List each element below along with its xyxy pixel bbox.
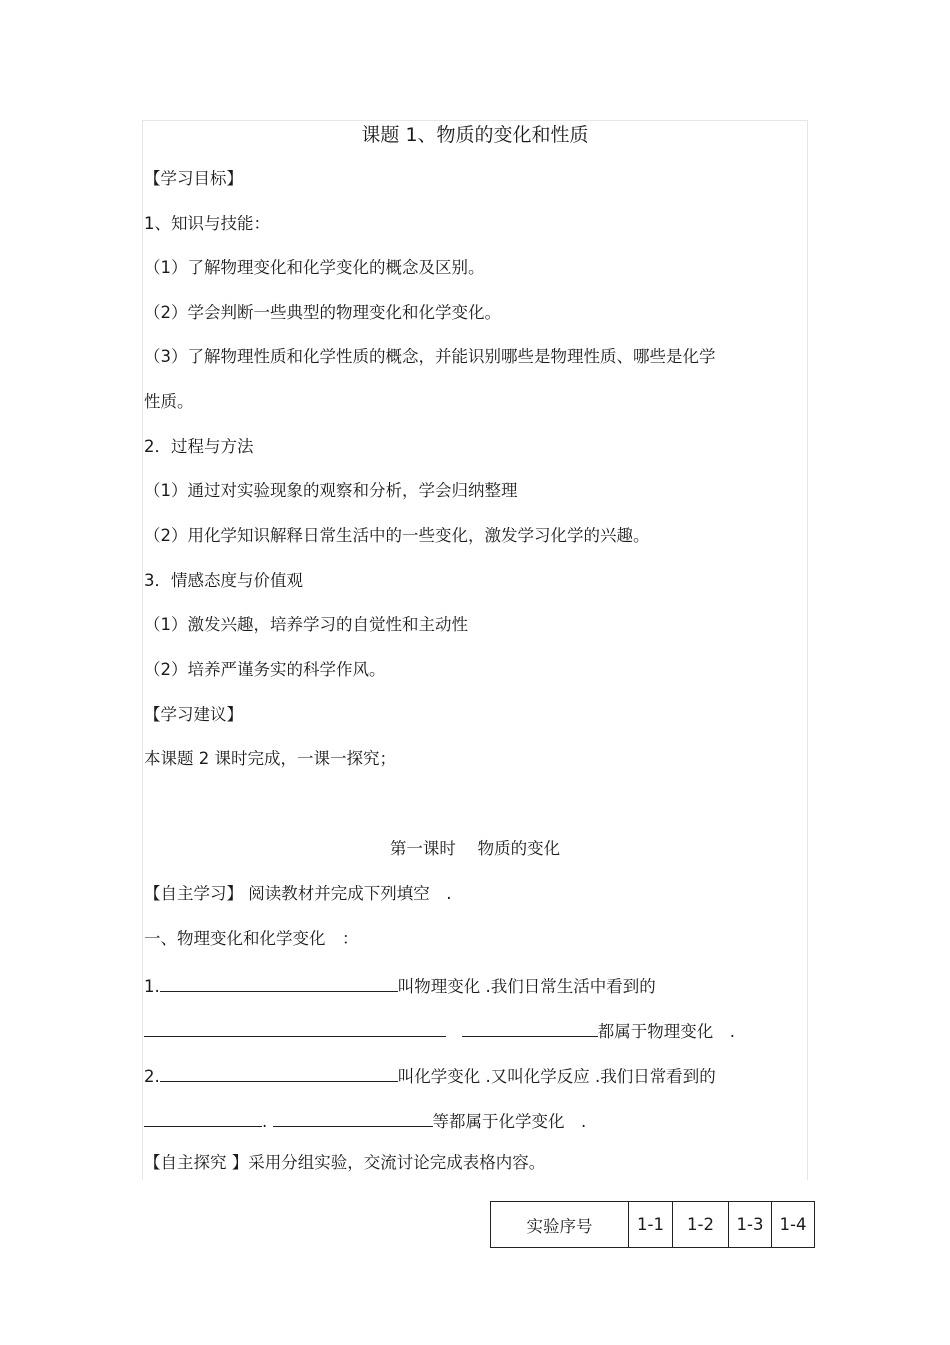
table-cell-1-1: 1-1 [629, 1202, 673, 1248]
knowledge-item-2: （2）学会判断一些典型的物理变化和化学变化。 [144, 303, 501, 322]
fill-3-number: 2. [144, 1067, 160, 1086]
knowledge-skills-heading: 1、知识与技能： [144, 214, 270, 233]
blank-chemical-example-1[interactable] [144, 1108, 262, 1127]
blank-physical-change-definition[interactable] [160, 973, 398, 992]
blank-physical-example-3[interactable] [462, 1018, 598, 1037]
fill-4-text: 等都属于化学变化 . [432, 1112, 587, 1131]
fill-line-1 [144, 973, 656, 998]
advice-text: 本课题 2 课时完成，一课一探究； [144, 749, 396, 768]
page-title: 课题 1、物质的变化和性质 [361, 124, 589, 146]
fill-line-4 [144, 1108, 586, 1133]
blank-chemical-change-definition[interactable] [160, 1063, 398, 1082]
attitude-item-2: （2）培养严谨务实的科学作风。 [144, 660, 386, 679]
blank-chemical-example-2[interactable] [273, 1108, 433, 1127]
self-study-text: 【自主学习】 阅读教材并完成下列填空 . [144, 884, 452, 903]
part1-heading: 一、物理变化和化学变化 ： [144, 929, 359, 948]
table-cell-1-3: 1-3 [729, 1202, 772, 1248]
table-row [491, 1202, 815, 1248]
fill-3-text: 叫化学变化 .又叫化学反应 .我们日常看到的 [397, 1067, 716, 1086]
attitude-item-1: （1）激发兴趣，培养学习的自觉性和主动性 [144, 615, 468, 634]
table-cell-1-4: 1-4 [772, 1202, 815, 1248]
attitude-heading: 3．情感态度与价值观 [144, 571, 303, 590]
table-header-cell: 实验序号 [491, 1202, 629, 1248]
process-method-heading: 2．过程与方法 [144, 437, 254, 456]
process-item-1: （1）通过对实验现象的观察和分析，学会归纳整理 [144, 481, 518, 500]
fill-line-2 [144, 1018, 735, 1043]
table-cell-1-2: 1-2 [673, 1202, 729, 1248]
fill-line-3 [144, 1063, 716, 1088]
goals-heading: 【学习目标】 [144, 169, 243, 188]
fill-1-number: 1. [144, 977, 160, 996]
blank-physical-example-2[interactable] [358, 1018, 446, 1037]
blank-physical-example-1[interactable] [144, 1018, 358, 1037]
process-item-2: （2）用化学知识解释日常生活中的一些变化，激发学习化学的兴趣。 [144, 526, 650, 545]
lesson-title: 第一课时 物质的变化 [389, 839, 561, 858]
knowledge-item-3a: （3）了解物理性质和化学性质的概念，并能识别哪些是物理性质、哪些是化学 [144, 347, 716, 366]
knowledge-item-3b: 性质。 [144, 392, 194, 411]
explore-text: 【自主探究 】采用分组实验，交流讨论完成表格内容。 [144, 1153, 546, 1172]
fill-1-text: 叫物理变化 .我们日常生活中看到的 [397, 977, 656, 996]
experiment-table [490, 1201, 815, 1248]
advice-heading: 【学习建议】 [144, 705, 243, 724]
knowledge-item-1: （1）了解物理变化和化学变化的概念及区别。 [144, 258, 485, 277]
fill-4-mid: . [262, 1112, 268, 1131]
fill-2-text: 都属于物理变化 . [597, 1022, 735, 1041]
